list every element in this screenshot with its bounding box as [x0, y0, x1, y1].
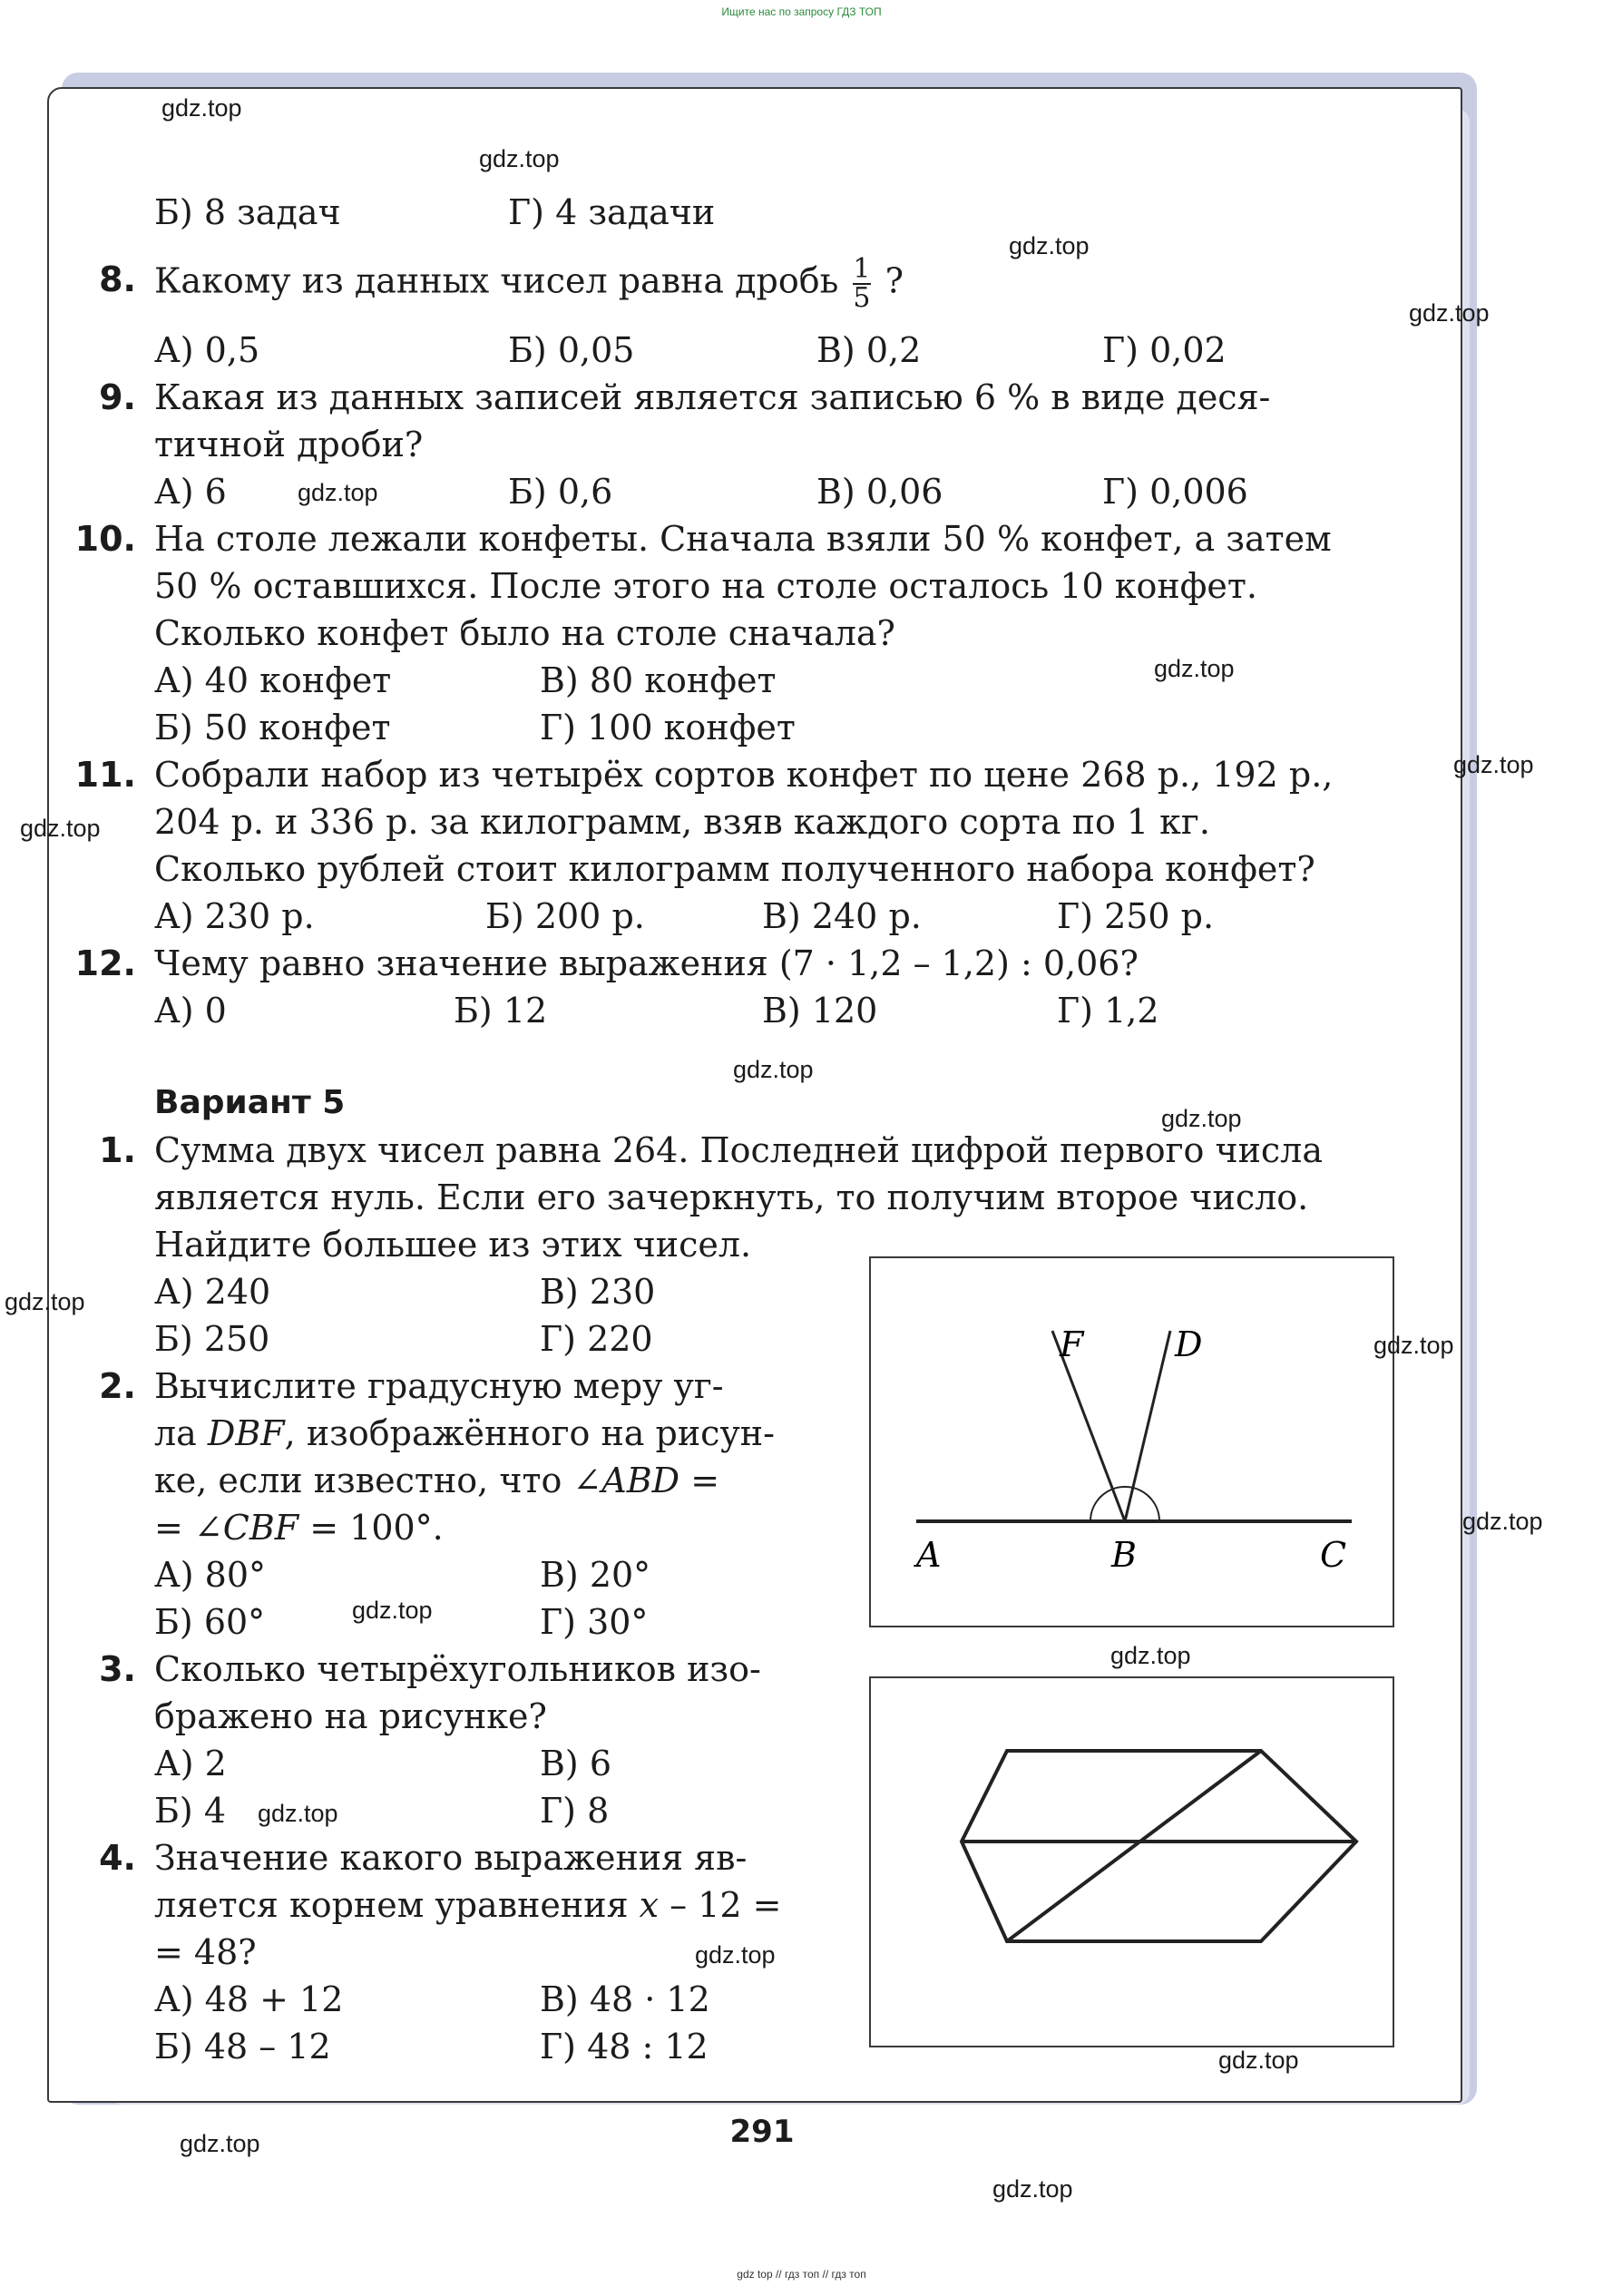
watermark: gdz.top [733, 1056, 814, 1083]
q12-option-v: В) 120 [762, 991, 878, 1031]
angle-diagram [871, 1258, 1393, 1626]
bottom-banner: gdz top // гдз топ // гдз топ [737, 2268, 866, 2281]
q10-option-v: В) 80 конфет [540, 660, 777, 700]
q7-option-g: Г) 4 задачи [508, 192, 716, 232]
v5q2-option-v: В) 20° [540, 1555, 651, 1595]
ray-bd [1125, 1331, 1170, 1521]
q9-number: 9. [99, 377, 136, 417]
label-c: C [1320, 1535, 1347, 1575]
watermark: gdz.top [258, 1800, 338, 1827]
q8-option-g: Г) 0,02 [1102, 330, 1227, 370]
v5q4-option-a: А) 48 + 12 [154, 1979, 344, 2019]
q11-line3: Сколько рублей стоит килограмм полученного набора конфет? [154, 849, 1315, 889]
q10-option-b: Б) 50 конфет [154, 708, 391, 747]
v5q3-number: 3. [99, 1649, 136, 1689]
hexagon-outline [962, 1751, 1356, 1941]
q11-number: 11. [74, 755, 136, 795]
q8-number: 8. [99, 259, 136, 299]
v5q2-line4: = ∠CBF = 100°. [154, 1508, 444, 1548]
q10-line3: Сколько конфет было на столе сначала? [154, 613, 895, 653]
q9-option-g: Г) 0,006 [1102, 472, 1248, 512]
top-banner: Ищите нас по запросу ГДЗ ТОП [721, 5, 882, 18]
v5q3-line1: Сколько четырёхугольников изо- [154, 1649, 761, 1689]
watermark: gdz.top [1462, 1508, 1543, 1535]
v5q1-option-b: Б) 250 [154, 1319, 270, 1359]
v5q1-line3: Найдите большее из этих чисел. [154, 1225, 752, 1265]
q9-line2: тичной дроби? [154, 425, 424, 464]
watermark: gdz.top [180, 2130, 260, 2157]
watermark: gdz.top [352, 1597, 433, 1624]
q9-option-b: Б) 0,6 [508, 472, 613, 512]
label-d: D [1175, 1324, 1203, 1364]
watermark: gdz.top [1218, 2047, 1299, 2074]
watermark: gdz.top [479, 145, 560, 172]
watermark: gdz.top [992, 2175, 1073, 2203]
watermark: gdz.top [1110, 1642, 1191, 1669]
watermark: gdz.top [1373, 1332, 1454, 1359]
v5q2-line1: Вычислите градусную меру уг- [154, 1366, 724, 1406]
q11-line2: 204 р. и 336 р. за килограмм, взяв каждого сорта по 1 кг. [154, 802, 1210, 842]
v5q1-option-a: А) 240 [154, 1272, 271, 1312]
q8-text: Какому из данных чисел равна дробь $\frac{1}{5}$ ? [154, 253, 904, 314]
q11-option-b: Б) 200 р. [485, 896, 645, 936]
v5q3-line2: бражено на рисунке? [154, 1696, 547, 1736]
v5q3-option-a: А) 2 [154, 1744, 227, 1783]
v5q2-number: 2. [99, 1366, 136, 1406]
hexagon-diagonal [1007, 1751, 1261, 1941]
v5q2-line3: ке, если известно, что ∠ABD = [154, 1461, 720, 1500]
watermark: gdz.top [298, 479, 378, 506]
label-a: A [916, 1535, 942, 1575]
label-f: F [1060, 1324, 1084, 1364]
v5q2-option-a: А) 80° [154, 1555, 267, 1595]
page-number: 291 [729, 2114, 795, 2150]
watermark: gdz.top [1154, 655, 1235, 682]
v5q4-line1: Значение какого выражения яв- [154, 1838, 748, 1878]
q10-option-g: Г) 100 конфет [540, 708, 796, 747]
hexagon-diagram [871, 1678, 1393, 2046]
label-b: B [1111, 1535, 1137, 1575]
fraction: $\frac{1}{5}$ [853, 253, 871, 314]
v5q3-option-b: Б) 4 [154, 1791, 227, 1831]
watermark: gdz.top [1409, 299, 1490, 327]
q11-option-v: В) 240 р. [762, 896, 922, 936]
q12-line1: Чему равно значение выражения (7 · 1,2 – 1,2) : 0,06? [154, 943, 1139, 983]
angle-figure [869, 1256, 1394, 1627]
v5q1-line2: является нуль. Если его зачеркнуть, то получим второе число. [154, 1177, 1309, 1217]
q10-line1: На столе лежали конфеты. Сначала взяли 50 % конфет, а затем [154, 519, 1332, 559]
v5q4-option-v: В) 48 · 12 [540, 1979, 710, 2019]
v5q3-option-g: Г) 8 [540, 1791, 610, 1831]
q12-option-g: Г) 1,2 [1057, 991, 1159, 1031]
v5q4-option-b: Б) 48 – 12 [154, 2027, 331, 2066]
watermark: gdz.top [161, 94, 242, 122]
watermark: gdz.top [5, 1288, 85, 1315]
q8-option-v: В) 0,2 [816, 330, 922, 370]
v5q2-option-g: Г) 30° [540, 1602, 649, 1642]
q10-line2: 50 % оставшихся. После этого на столе осталось 10 конфет. [154, 566, 1257, 606]
q11-option-a: А) 230 р. [154, 896, 315, 936]
q11-line1: Собрали набор из четырёх сортов конфет по цене 268 р., 192 р., [154, 755, 1334, 795]
watermark: gdz.top [1161, 1105, 1242, 1132]
q11-option-g: Г) 250 р. [1057, 896, 1215, 936]
variant-heading: Вариант 5 [154, 1084, 346, 1121]
watermark: gdz.top [1009, 232, 1090, 259]
v5q3-option-v: В) 6 [540, 1744, 612, 1783]
v5q1-number: 1. [99, 1130, 136, 1170]
watermark: gdz.top [695, 1941, 776, 1969]
watermark: gdz.top [20, 815, 101, 842]
v5q2-option-b: Б) 60° [154, 1602, 266, 1642]
q12-option-a: А) 0 [154, 991, 227, 1031]
q8-option-a: А) 0,5 [154, 330, 260, 370]
v5q4-number: 4. [99, 1838, 136, 1878]
v5q2-line2: ла DBF, изображённого на рисун- [154, 1413, 775, 1453]
q10-number: 10. [74, 519, 136, 559]
v5q1-line1: Сумма двух чисел равна 264. Последней цифрой первого числа [154, 1130, 1323, 1170]
v5q4-line3: = 48? [154, 1932, 257, 1972]
v5q4-option-g: Г) 48 : 12 [540, 2027, 709, 2066]
q9-line1: Какая из данных записей является записью 6 % в виде деся- [154, 377, 1271, 417]
q12-option-b: Б) 12 [454, 991, 548, 1031]
v5q1-option-g: Г) 220 [540, 1319, 653, 1359]
v5q1-option-v: В) 230 [540, 1272, 656, 1312]
q7-option-b: Б) 8 задач [154, 192, 341, 232]
watermark: gdz.top [1453, 751, 1534, 778]
hexagon-figure [869, 1676, 1394, 2047]
q12-number: 12. [74, 943, 136, 983]
v5q4-line2: ляется корнем уравнения x – 12 = [154, 1885, 782, 1925]
q9-option-a: А) 6 [154, 472, 227, 512]
q10-option-a: А) 40 конфет [154, 660, 392, 700]
q9-option-v: В) 0,06 [816, 472, 943, 512]
q8-option-b: Б) 0,05 [508, 330, 635, 370]
